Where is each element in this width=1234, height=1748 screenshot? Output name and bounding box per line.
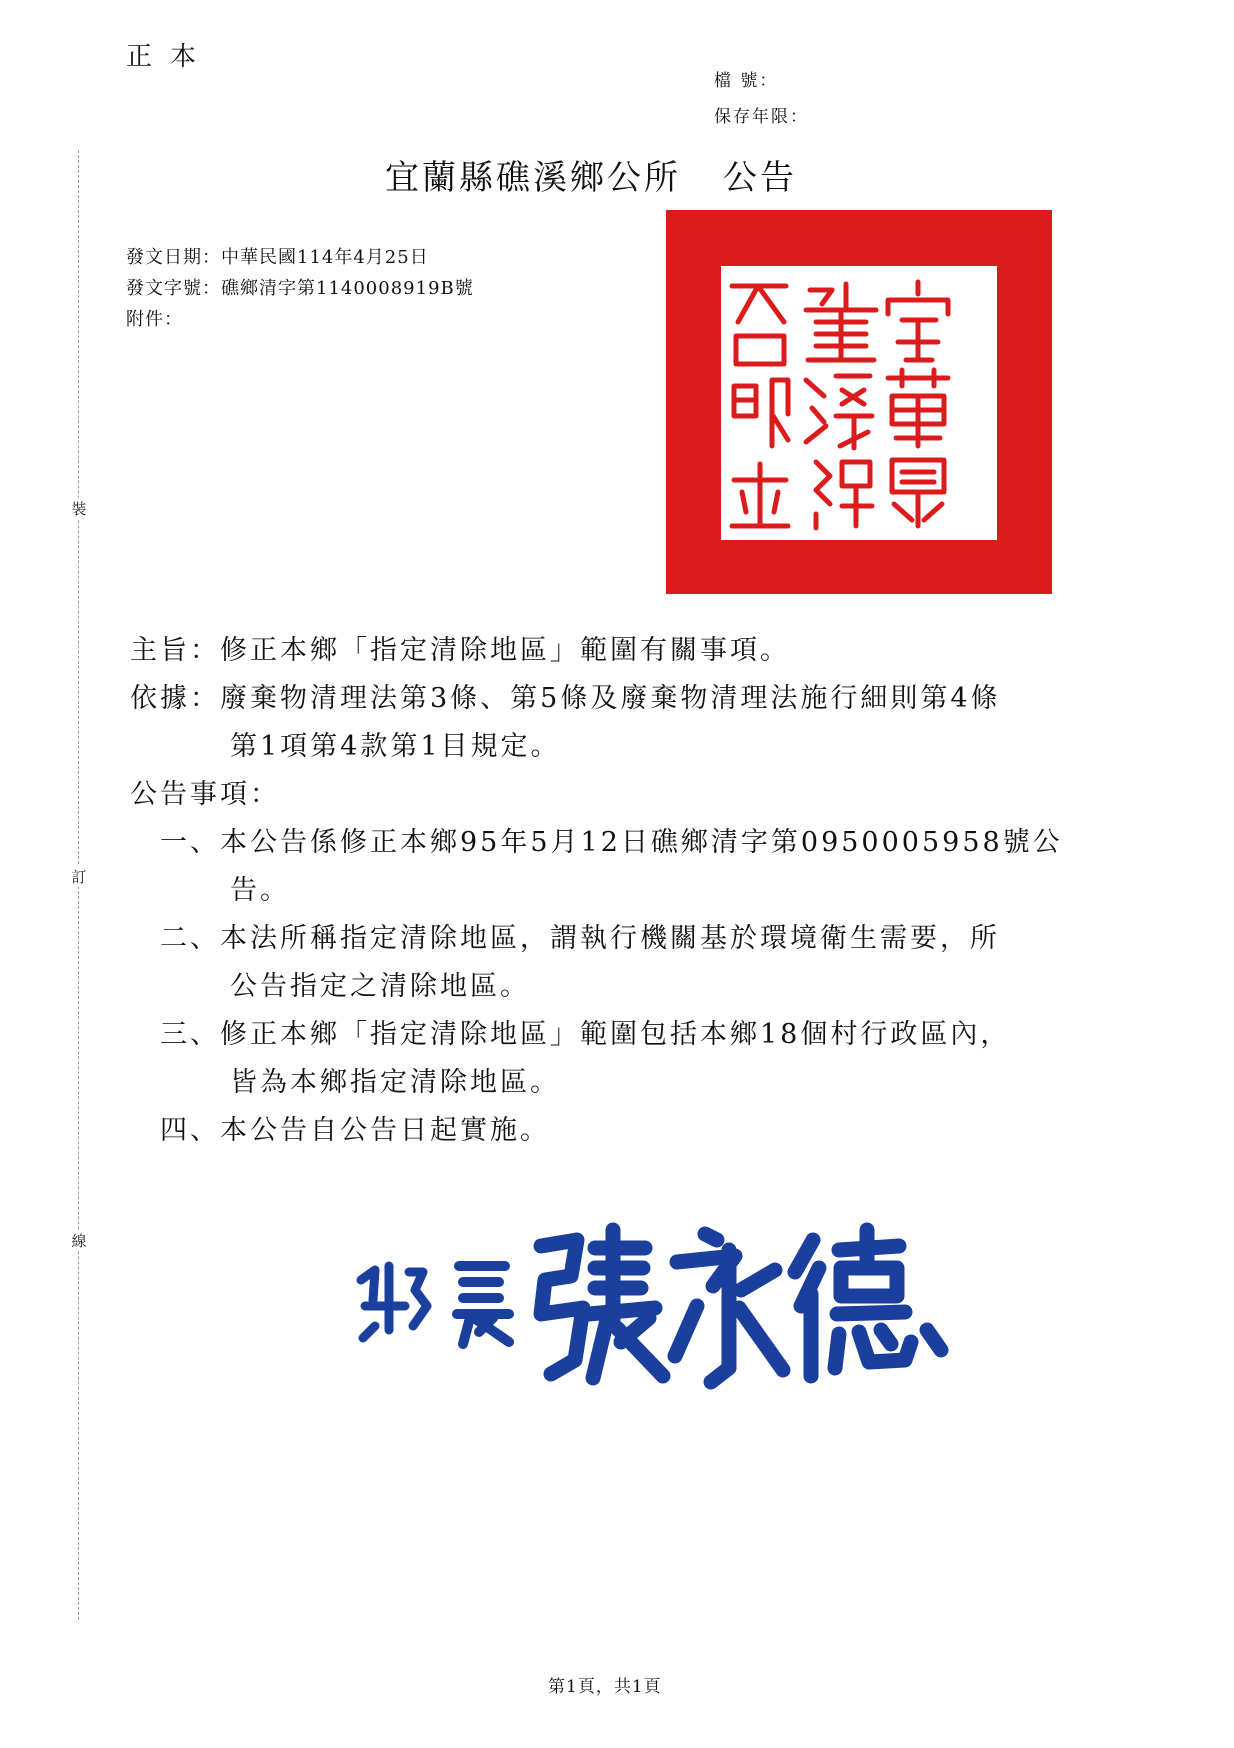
issue-date: 發文日期：中華民國114年4月25日: [126, 247, 429, 268]
retention-period-label: 保存年限：: [714, 107, 809, 127]
legal-basis-line-1: 依據：廢棄物清理法第3條、第5條及廢棄物清理法施行細則第4條: [130, 683, 1001, 714]
announcement-item-3: 三、修正本鄉「指定清除地區」範圍包括本鄉18個村行政區內，: [160, 1019, 1011, 1050]
document-number: 發文字號：礁鄉清字第1140008919B號: [126, 278, 474, 299]
issuer-name: 宜蘭縣礁溪鄉公所: [385, 158, 681, 198]
announcement-item-4: 四、本公告自公告日起實施。: [160, 1115, 550, 1146]
seal-graphic: [666, 210, 1052, 594]
announcement-items-heading: 公告事項：: [130, 779, 280, 810]
file-number-label: 檔 號：: [714, 71, 779, 91]
page-number: 第1頁，共1頁: [548, 1677, 662, 1697]
announcement-item-3-cont: 皆為本鄉指定清除地區。: [230, 1067, 560, 1098]
announcement-item-2-cont: 公告指定之清除地區。: [230, 971, 530, 1002]
mayor-signature: [345, 1210, 965, 1400]
binding-mark-ding: 訂: [71, 868, 87, 886]
binding-mark-xian: 線: [71, 1232, 87, 1250]
document-type: 公告: [723, 158, 797, 198]
signature-graphic: [345, 1210, 965, 1400]
announcement-item-2: 二、本法所稱指定清除地區，謂執行機關基於環境衛生需要，所: [160, 923, 1000, 954]
announcement-item-1-cont: 告。: [230, 875, 290, 906]
document-title: [385, 150, 797, 199]
announcement-item-1: 一、本公告係修正本鄉95年5月12日礁鄉清字第0950005958號公: [160, 827, 1063, 858]
attachment-label: 附件：: [126, 309, 183, 330]
legal-basis-line-2: 第1項第4款第1目規定。: [230, 731, 561, 762]
subject-line: 主旨：修正本鄉「指定清除地區」範圍有關事項。: [130, 635, 790, 666]
binding-mark-zhuang: 裝: [71, 500, 87, 518]
original-copy-mark: 正本: [126, 42, 215, 72]
official-seal-stamp: [666, 210, 1052, 594]
